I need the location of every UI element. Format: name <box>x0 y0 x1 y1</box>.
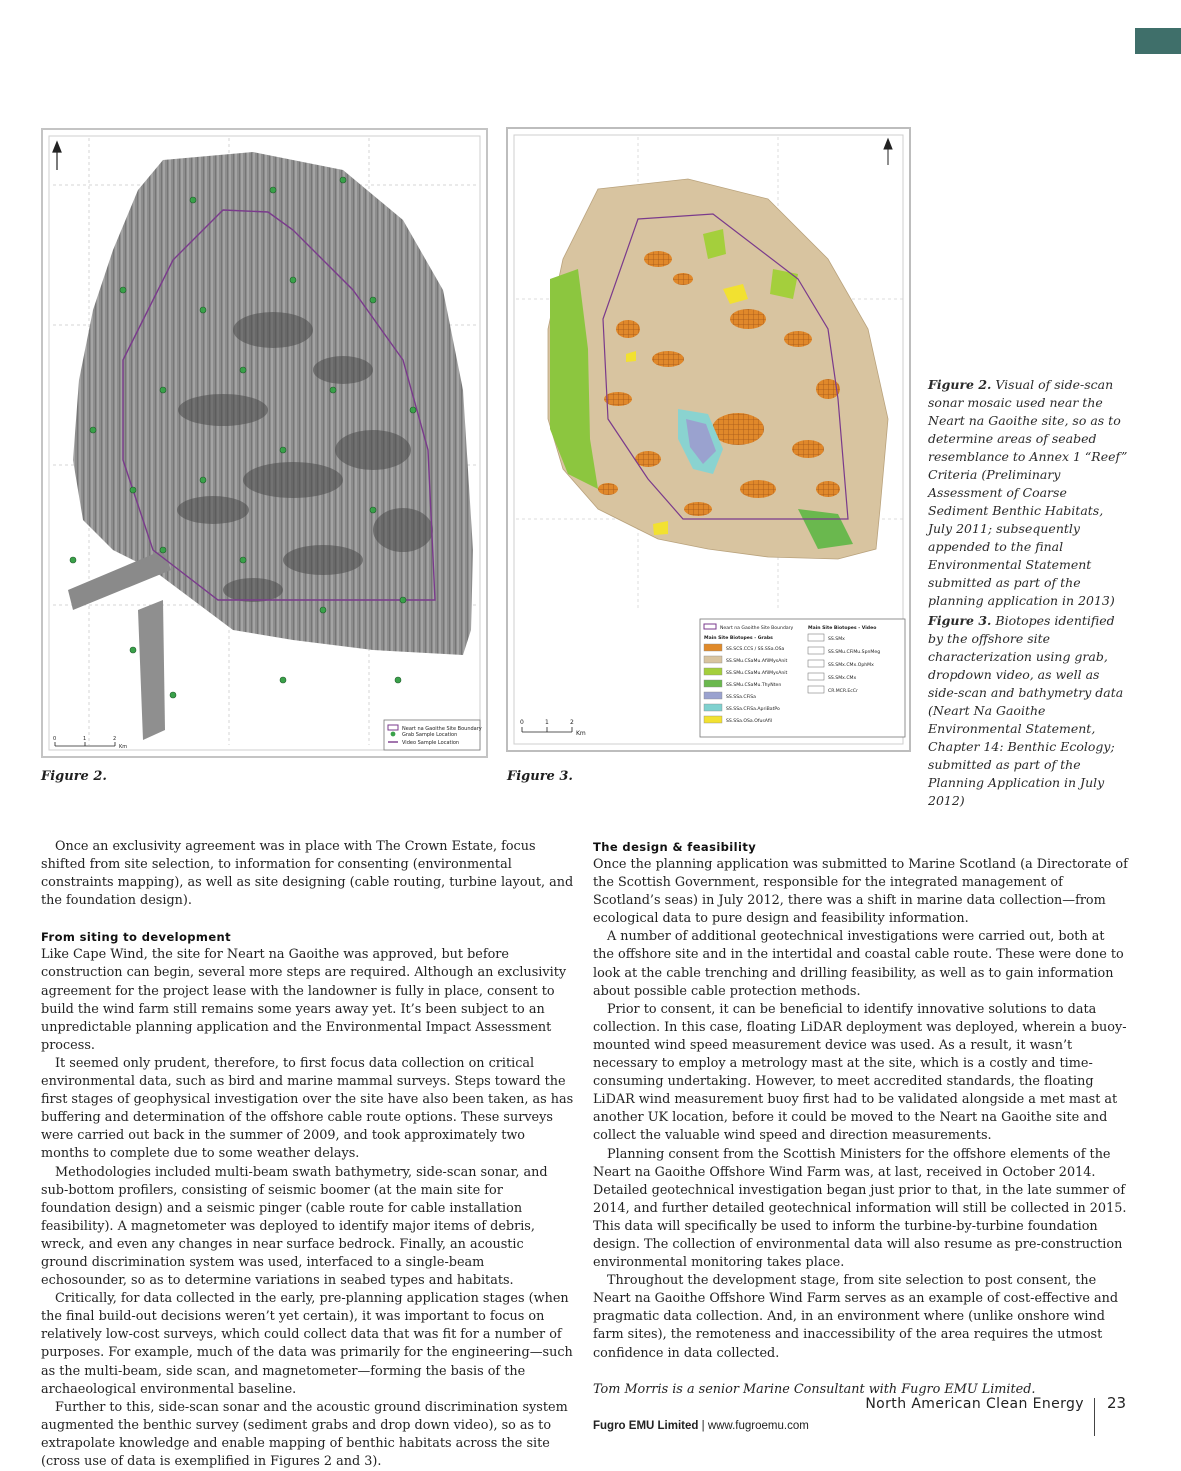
paragraph: Further to this, side-scan sonar and the acoustic ground discrimination system augmented the benthic survey (sediment grabs and drop down video), so as to extrapolate knowledge and enable mapping of benthic habitats across the site (cross use of data is exemplified in Figures 2 and 3). <box>41 1399 568 1469</box>
legend-boundary: Neart na Gaoithe Site Boundary <box>402 726 482 732</box>
fig3-scale-unit: Km <box>576 730 586 737</box>
paragraph: Throughout the development stage, from site selection to post consent, the Neart na Gaoithe Offshore Wind Farm serves as an example of cost-effective and pragmatic data collection. And, in an environment where (unlike onshore wind farm sites), the remoteness and inaccessibility of the area requires the utmost confidence in data collected. <box>593 1273 1119 1361</box>
legend-grab: Grab Sample Location <box>402 732 458 738</box>
heading-design: The design & feasibility <box>593 840 757 854</box>
figure-2-label: Figure 2. <box>41 769 107 784</box>
caption-2-text: Visual of side-scan sonar mosaic used near the Neart na Gaoithe site, so as to determine areas of seabed resemblance to Annex 1 “Reef” Criteria (Preliminary Assessment of Coarse Sediment Benthic Habitats, July 2011; subsequently appended to the final Environmental Statement submitted as part of the planning application in 2013) <box>928 377 1128 608</box>
fig3-legend-video-title: Main Site Biotopes - Video <box>808 626 877 631</box>
publication-title: North American Clean Energy <box>865 1396 1084 1412</box>
caption-2-label: Figure 2. <box>928 377 992 392</box>
paragraph: Like Cape Wind, the site for Neart na Gaoithe was approved, but before construction can begin, several more steps are required. Although an exclusivity agreement for the project lease with the landowner is fully in place, consent to build the wind farm still remains some years away yet. It’s been subject to an unpredictable planning application and the Environmental Impact Assessment process. <box>41 947 567 1053</box>
biotope-map <box>508 129 909 750</box>
legend-swatch <box>704 716 722 723</box>
legend-label: SS.SCS.CCS / SS.SSa.OSa <box>726 647 785 652</box>
legend-label: SS.SSa.CFiSa <box>726 695 756 700</box>
legend-swatch <box>704 692 722 699</box>
figure-3-label: Figure 3. <box>507 769 573 784</box>
figure-3-biotope-map <box>506 127 911 752</box>
scale-2: 2 <box>113 736 117 742</box>
paragraph: Prior to consent, it can be beneficial to identify innovative solutions to data collection. In this case, floating LiDAR deployment was deployed, wherein a buoy-mounted wind speed measurement device was used. As a result, it wasn’t necessary to employ a metrology mast at the site, which is a costly and time-consuming undertaking. However, to meet accredited standards, the floating LiDAR wind measurement buoy first had to be validated alongside a met mast at another UK location, before it could be moved to the Neart na Gaoithe site and collect the valuable wind speed and direction measurements. <box>593 1001 1127 1144</box>
scale-1: 1 <box>83 736 87 742</box>
section-tab <box>1135 28 1181 54</box>
legend-label: SS.SMu.CSaMu.AfilMysAnit <box>726 659 788 664</box>
legend-swatch <box>704 704 722 711</box>
paragraph: Methodologies included multi-beam swath bathymetry, side-scan sonar, and sub-bottom profilers, consisting of seismic boomer (at the main site for foundation design) and a seismic pinger (cable route for cable installation feasibility). A magnetometer was deployed to identify major items of debris, wreck, and even any changes in near surface bedrock. Finally, an acoustic ground discrimination system was used, interfaced to a single-beam echosounder, so as to determine variations in seabed types and habitats. <box>41 1164 548 1289</box>
legend-swatch <box>704 656 722 663</box>
page-number: 23 <box>1107 1394 1127 1412</box>
legend-swatch <box>808 686 824 693</box>
scale-unit: Km <box>119 744 128 750</box>
legend-swatch <box>808 647 824 654</box>
fig3-scale-1: 1 <box>545 719 549 726</box>
heading-siting: From siting to development <box>41 930 231 945</box>
article-left-column <box>41 838 574 1471</box>
legend-swatch <box>808 634 824 641</box>
legend-swatch <box>704 668 722 675</box>
legend-label: SS.SMx.CMx <box>828 676 857 681</box>
legend-video: Video Sample Location <box>402 740 460 746</box>
legend-label: CR.MCR.EcCr <box>828 689 858 694</box>
paragraph: Planning consent from the Scottish Ministers for the offshore elements of the Neart na Gaoithe Offshore Wind Farm was, at last, received in October 2014. Detailed geotechnical investigation began just prior to that, in the late summer of 2014, and further detailed geotechnical information will still be collected in 2015. This data will specifically be used to inform the turbine-by-turbine foundation design. The collection of environmental data will also resume as pre-construction environmental monitoring takes place. <box>593 1146 1127 1271</box>
scale-0: 0 <box>53 736 57 742</box>
legend-label: SS.SMx <box>828 637 845 642</box>
article-right-column <box>593 838 1128 1435</box>
paragraph: Once the planning application was submitted to Marine Scotland (a Directorate of the Scottish Government, responsible for the integrated management of Scotland’s seas) in July 2012, there was a shift in marine data collection—from ecological data to pure design and feasibility information. <box>593 857 1128 927</box>
legend-swatch <box>808 673 824 680</box>
fig3-scale-0: 0 <box>520 719 524 726</box>
paragraph: Critically, for data collected in the early, pre-planning application stages (when the final build-out decisions weren’t yet certain), it was important to focus on relatively low-cost surveys, which could collect data that was fit for a number of purposes. For example, much of the data was primarily for the engineering—such as the multi-beam, side scan, and magnetometer—forming the basis of the archaeological environmental baseline. <box>41 1291 573 1397</box>
caption-3-text: Biotopes identified by the offshore site characterization using grab, dropdown video, as well as side-scan and bathymetry data (Neart Na Gaoithe Environmental Statement, Chapter 14: Benthic Ecology; submitted as part of the Planning Application in July 2012) <box>928 613 1124 808</box>
figure-2-sonar-mosaic <box>41 128 488 758</box>
sonar-map <box>43 130 486 756</box>
company-name: Fugro EMU Limited <box>593 1419 699 1432</box>
paragraph: It seemed only prudent, therefore, to first focus data collection on critical environmental data, such as bird and marine mammal surveys. Steps toward the first stages of geophysical investigation over the site have also been taken, as has buffering and determination of the offshore cable route options. These surveys were carried out back in the summer of 2009, and took approximately two months to complete due to some weather delays. <box>41 1055 574 1162</box>
legend-swatch <box>808 660 824 667</box>
legend-swatch <box>704 680 722 687</box>
caption-3-label: Figure 3. <box>928 613 992 628</box>
legend-swatch <box>704 644 722 651</box>
legend-label: SS.SMx.CMx.OphMx <box>828 663 874 668</box>
figure-2-caption <box>928 376 1128 610</box>
legend-label: SS.SMu.CSaMu.ThyNten <box>726 683 782 688</box>
fig3-legend-boundary: Neart na Gaoithe Site Boundary <box>720 626 794 631</box>
company-separator: | <box>698 1419 708 1432</box>
legend-label: SS.SSa.CFiSa.ApriBatPo <box>726 707 780 712</box>
footer-divider <box>1094 1398 1095 1436</box>
fig3-scale-2: 2 <box>570 719 574 726</box>
legend-label: SS.SMu.CSaMu.AfilMysAnit <box>726 671 788 676</box>
paragraph: Once an exclusivity agreement was in place with The Crown Estate, focus shifted from site selection, to information for consenting (environmental constraints mapping), as well as site designing (cable routing, turbine layout, and the foundation design). <box>41 839 574 909</box>
company-line <box>593 1417 1128 1435</box>
paragraph: A number of additional geotechnical investigations were carried out, both at the offshore site and in the intertidal and coastal cable route. These were done to look at the cable trenching and drilling feasibility, as well as to gain information about possible cable protection methods. <box>593 929 1124 999</box>
legend-label: SS.SMu.CFiMu.SpnMeg <box>828 650 881 655</box>
legend-label: SS.SSa.OSa.OfusAfil <box>726 719 773 724</box>
author-bio: Tom Morris is a senior Marine Consultant with Fugro EMU Limited. <box>593 1381 1036 1397</box>
company-url[interactable]: www.fugroemu.com <box>707 1419 809 1432</box>
figure-3-caption <box>928 612 1128 810</box>
fig3-legend-grabs-title: Main Site Biotopes - Grabs <box>704 636 773 641</box>
